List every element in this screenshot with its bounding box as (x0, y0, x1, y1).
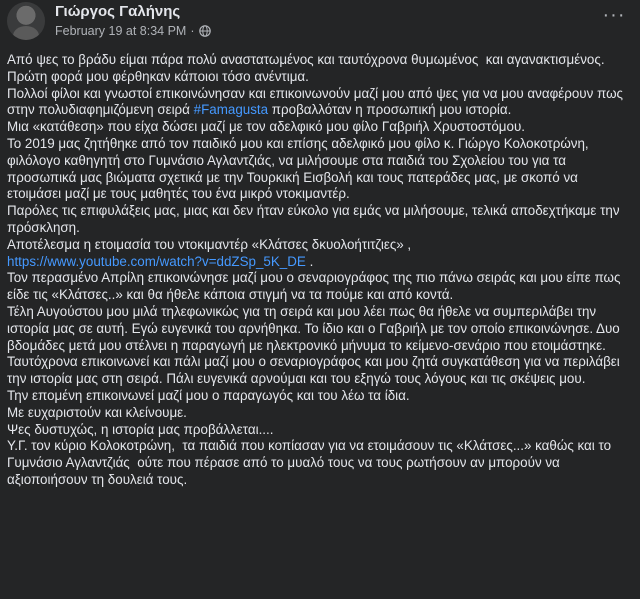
post-line: Την επομένη επικοινωνεί μαζί μου ο παραγωγός και του λέω τα ίδια. (7, 387, 410, 403)
author-name[interactable]: Γιώργος Γαλήνης (55, 3, 181, 20)
post-line-text: Πολλοί φίλοι και γνωστοί επικοινώνησαν και επικοινωνούν μαζί μου από ψες για να μου αναφέρουν πως στην πολυδιαφημιζόμενη σειρά (7, 85, 627, 118)
more-options-icon[interactable]: ··· (602, 4, 626, 26)
post-line: Από ψες το βράδυ είμαι πάρα πολύ αναστατωμένος και ταυτόχρονα θυμωμένος και αγανακτισμένος. Πρώτη φορά μου φέρθηκαν κάποιοι τόσο ανέντιμα. (7, 52, 609, 84)
post-line: Ψες δυστυχώς, η ιστορία μας προβάλλεται.... (7, 421, 274, 437)
post-line: Τον περασμένο Απρίλη επικοινώνησε μαζί μου ο σεναριογράφος της πιο πάνω σειράς και μου είπε πως είδε τις «Κλάτσες..» και θα ήθελε κάποια στιγμή να τα πούμε και από κοντά. (7, 270, 625, 303)
post-line: Αποτέλεσμα η ετοιμασία του ντοκιμαντέρ «Κλάτσες δκυολοήτιτζιες» , (7, 236, 412, 252)
post-timestamp[interactable]: February 19 at 8:34 PM (55, 24, 187, 38)
youtube-link[interactable]: https://www.youtube.com/watch?v=ddZSp_5K_DE (7, 253, 306, 269)
post-line (7, 86, 635, 120)
post-line: Υ.Γ. τον κύριο Κολοκοτρώνη, τα παιδιά που κοπίασαν για να ετοιμάσουν τις «Κλάτσες...» καθώς και το Γυμνάσιο Αγλαντζιάς ούτε που πέρασε από το μυαλό τους να τους ρωτήσουν αν μπορούν να αξιοποιήσουν τη δουλειά τους. (7, 438, 615, 487)
post-line: Με ευχαριστούν και κλείνουμε. (7, 404, 187, 420)
author-avatar[interactable] (7, 2, 45, 40)
post-line-text: . (305, 253, 314, 269)
hashtag-link[interactable]: #Famagusta (193, 102, 269, 118)
post-header (0, 0, 640, 46)
post-line: Παρόλες τις επιφυλάξεις μας, μιας και δεν ήταν εύκολο για εμάς να μιλήσουμε, τελικά αποδεχτήκαμε την πρόσκληση. (7, 203, 624, 235)
post-meta (55, 24, 211, 38)
post-body (7, 52, 635, 489)
globe-icon[interactable] (199, 25, 211, 37)
meta-separator: · (190, 24, 195, 38)
post-line: Μια «κατάθεση» που είχα δώσει μαζί με τον αδελφικό μου φίλο Γαβριήλ Χρυστοστόμου. (7, 119, 525, 135)
post-line: Το 2019 μας ζητήθηκε από τον παιδικό μου και επίσης αδελφικό μου φίλο κ. Γιώργο Κολοκοτρώνη, φιλόλογο καθηγητή στο Γυμνάσιο Αγλαντζιάς, να μιλήσουμε στα παιδιά του Σχολείου του για τα προσωπικά μας βιώματα σχετικά με την Τουρκική Εισβολή και τους πατεράδες μας, με σκοπό να ετοιμάσει μαζί με τους μαθητές του ένα μικρό ντοκιμαντέρ. (7, 135, 593, 202)
post-line-text: προβαλλόταν η προσωπική μου ιστορία. (268, 102, 512, 118)
post-line (7, 254, 635, 271)
post-line: Τέλη Αυγούστου μου μιλά τηλεφωνικώς για τη σειρά και μου λέει πως θα ήθελε να συμπεριλάβει την ιστορία μας σε αυτή. Εγώ ευγενικά του αρνήθηκα. Το ίδιο και ο Γαβριήλ με τον οποίο επικοινώνησε. Δυο βδομάδες μετά μου στέλνει η παραγωγή με ηλεκτρονικό μήνυμα το κείμενο-σενάριο που ετοιμάστηκε. Ταυτόχρονα επικοινωνεί και πάλι μαζί μου ο σεναριογράφος και μου ζητά συγκατάθεση για να περιλάβει την ιστορία μας στη σειρά. Πάλι ευγενικά αρνούμαι και του εξηγώ τους λόγους και τις σκέψεις μου. (7, 303, 624, 387)
